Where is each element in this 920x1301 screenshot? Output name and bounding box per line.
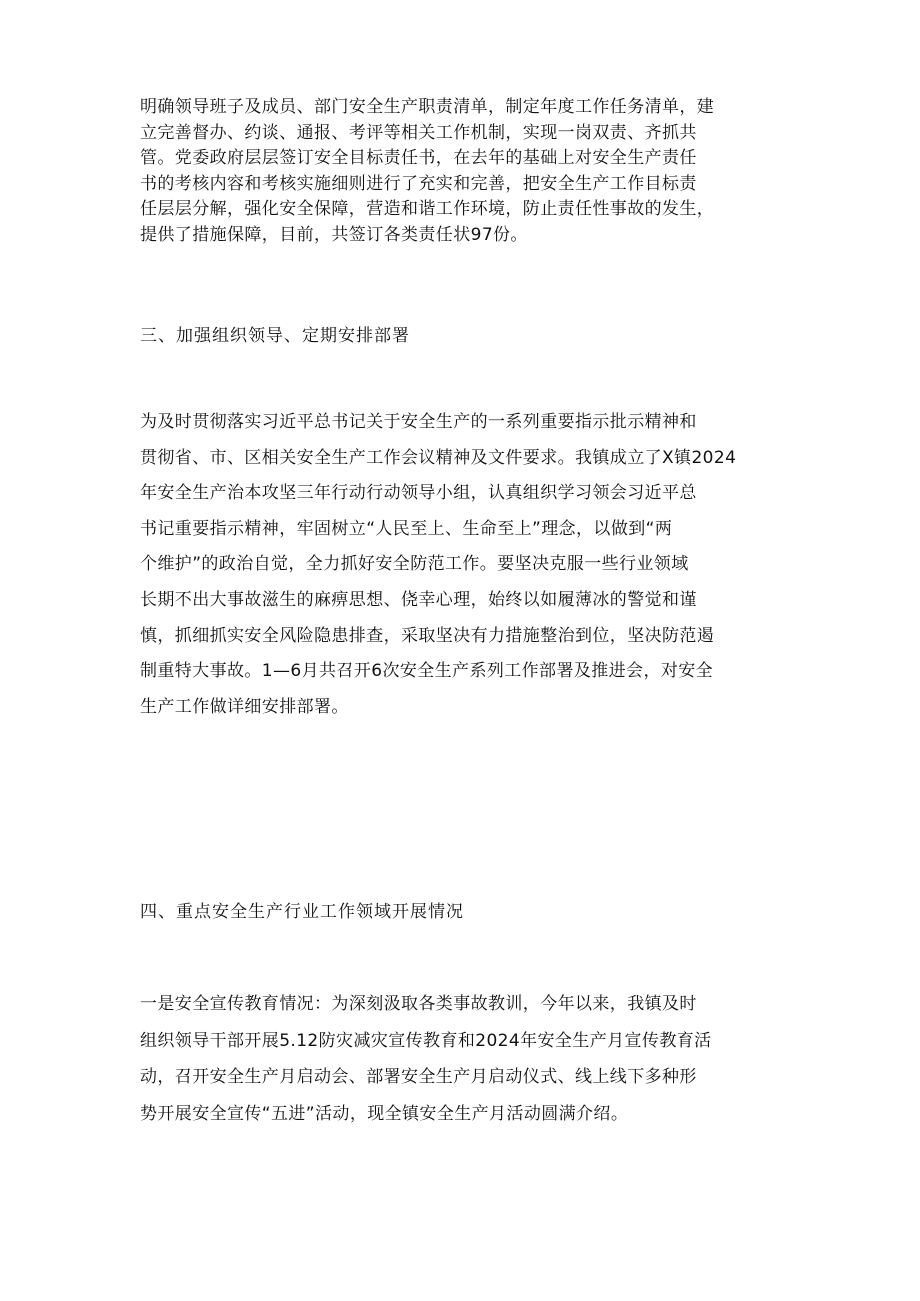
section-heading-4: 四、重点安全生产行业工作领域开展情况 — [140, 902, 464, 922]
paragraph-organization-leadership: 为及时贯彻落实习近平总书记关于安全生产的一系列重要指示批示精神和 贯彻省、市、区相关安全生产工作会议精神及文件要求。我镇成立了X镇2024 年安全生产治本攻坚三年行动行动领导小组，认真组织学习领会习近平总 书记重要指示精神，牢固树立“人民至上、生命至上”理念，以做到“两 个维护”的政治自觉，全力抓好安全防范工作。要坚决克服一些行业领域 长期不出大事故滋生的麻痹思想、侥幸心理，始终以如履薄冰的警觉和谨 慎，抓细抓实安全风险隐患排查，采取坚决有力措施整治到位，坚决防范遏 制重特大事故。1—6月共召开6次安全生产系列工作部署及推进会，对安全 生产工作做详细安排部署。 — [140, 412, 737, 717]
paragraph-safety-education: 一是安全宣传教育情况：为深刻汲取各类事故教训，今年以来，我镇及时 组织领导干部开展5.12防灾减灾宣传教育和2024年安全生产月宣传教育活 动，召开安全生产月启动会、部署安全生产月启动仪式、线上线下多种形 势开展安全宣传“五进”活动，现全镇安全生产月活动圆满介绍。 — [140, 994, 712, 1125]
section-heading-3: 三、加强组织领导、定期安排部署 — [140, 326, 410, 346]
paragraph-responsibility-list: 明确领导班子及成员、部门安全生产职责清单，制定年度工作任务清单，建 立完善督办、约谈、通报、考评等相关工作机制，实现一岗双责、齐抓共 管。党委政府层层签订安全目标责任书，在去年的基础上对安全生产责任 书的考核内容和考核实施细则进行了充实和完善，把安全生产工作目标责 任层层分解，强化安全保障，营造和谐工作环境，防止责任性事故的发生， 提供了措施保障，目前，共签订各类责任状97份。 — [140, 97, 715, 245]
